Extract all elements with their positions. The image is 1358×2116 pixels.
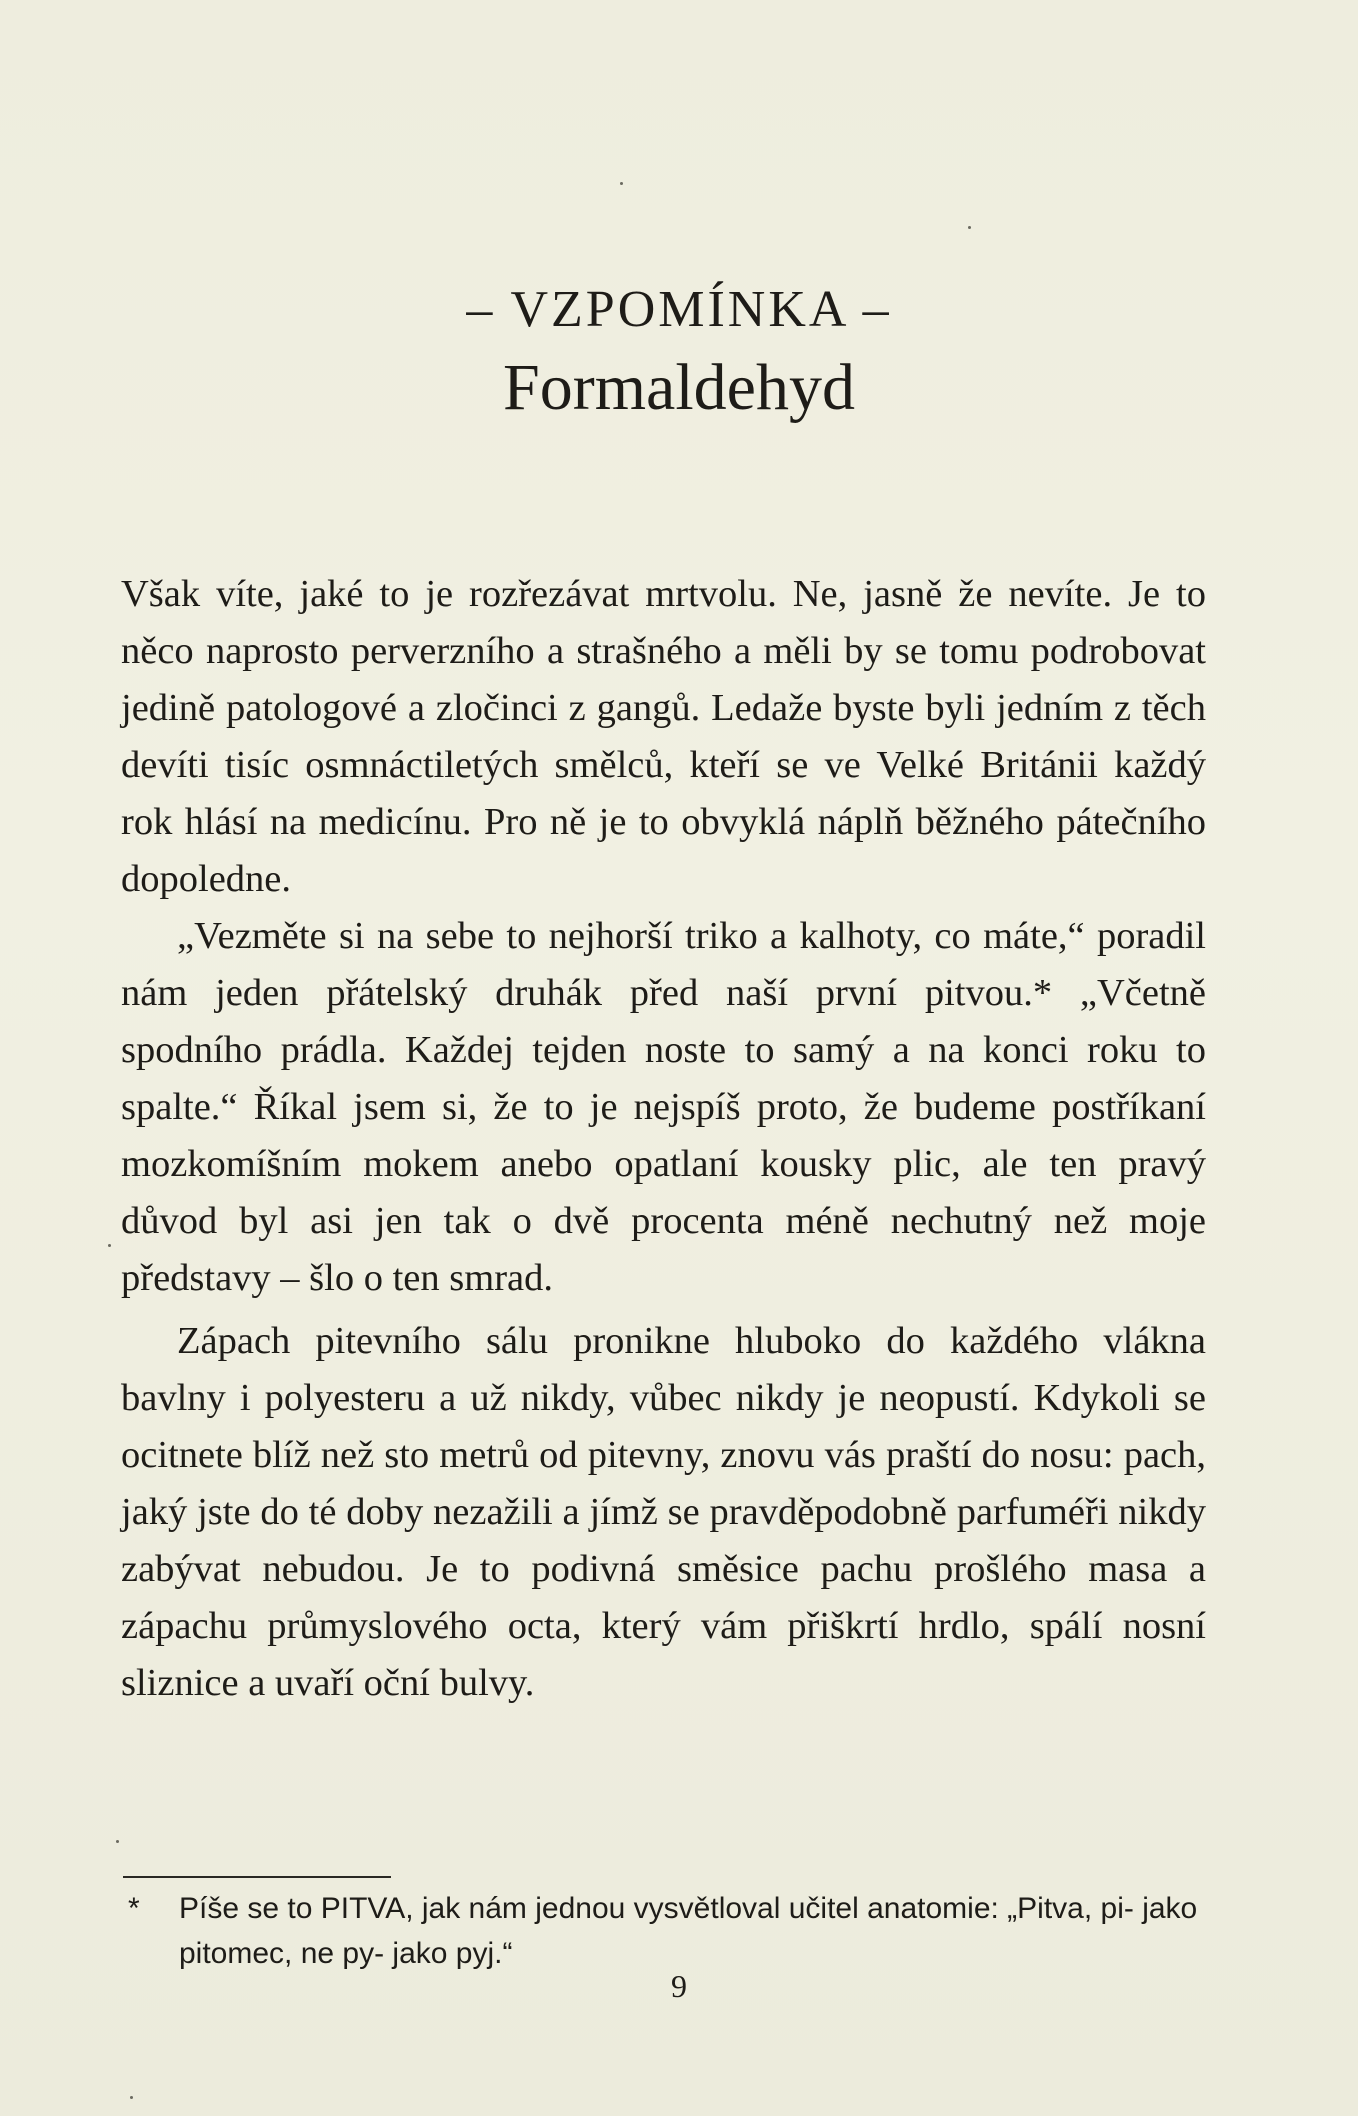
chapter-heading bbox=[0, 278, 1358, 430]
paragraph-3: Zápach pitevního sálu pronikne hluboko do každého vlákna bavlny i polyesteru a už nikdy, vůbec nikdy je neopustí. Kdykoli se ocitnete blíž než sto metrů od pitevny, znovu vás praští do nosu: pach, jaký jste do té doby nezažili a jímž se pravděpodobně parfuméři nikdy zabývat nebudou. Je to podivná směsice pachu prošlého masa a zápachu průmyslového octa, který vám přiškrtí hrdlo, spálí nosní sliznice a uvaří oční bulvy. bbox=[121, 1320, 1206, 1704]
footnote-divider bbox=[123, 1876, 391, 1878]
paper-speck bbox=[130, 2096, 133, 2099]
paragraph-1: Však víte, jaké to je rozřezávat mrtvolu. Ne, jasně že nevíte. Je to něco naprosto perverzního a strašného a měli by se tomu podrobovat jedině patologové a zločinci z gangů. Ledaže byste byli jedním z těch devíti tisíc osmnáctiletých smělců, kteří se ve Velké Británii každý rok hlásí na medicínu. Pro ně je to obvyklá náplň běžného pátečního dopoledne. bbox=[121, 573, 1206, 900]
chapter-title: Formaldehyd bbox=[503, 351, 855, 424]
paper-speck bbox=[968, 226, 971, 229]
page-number: 9 bbox=[671, 1968, 687, 2004]
footnote-text: Píše se to PITVA, jak nám jednou vysvětloval učitel anatomie: „Pitva, pi- jako pitomec, ne py- jako pyj.“ bbox=[179, 1892, 1198, 1970]
section-label: – VZPOMÍNKA – bbox=[466, 281, 892, 338]
paper-speck bbox=[116, 1840, 119, 1843]
footnote-mark: * bbox=[128, 1892, 140, 1925]
paragraph-2: „Vezměte si na sebe to nejhorší triko a kalhoty, co máte,“ poradil nám jeden přátelský druhák před naší první pitvou.* „Včetně spodního prádla. Každej tejden noste to samý a na konci roku to spalte.“ Říkal jsem si, že to je nejspíš proto, že budeme postříkaní mozkomíšním mokem anebo opatlaní kousky plic, ale ten pravý důvod byl asi jen tak o dvě procenta méně nechutný než moje představy – šlo o ten smrad. bbox=[121, 915, 1206, 1299]
body-text bbox=[121, 566, 1206, 1712]
paper-speck bbox=[108, 1244, 111, 1247]
paper-speck bbox=[620, 182, 623, 185]
footnote bbox=[123, 1886, 1208, 1976]
